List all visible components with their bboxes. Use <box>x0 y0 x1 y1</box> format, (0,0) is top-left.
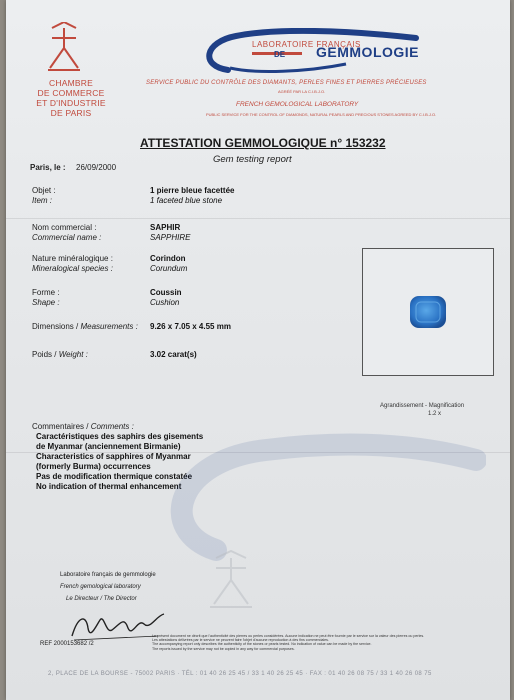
field-value-en: SAPPHIRE <box>150 233 191 242</box>
ref-value: 2000153682 /2 <box>53 641 94 647</box>
field-value-fr: 1 pierre bleue facettée <box>150 186 235 195</box>
field-value-en: 1 faceted blue stone <box>150 196 223 205</box>
dimensions-label-en: Measurements : <box>80 322 138 331</box>
field-label-en: Shape : <box>32 298 60 307</box>
fold-line <box>6 218 510 219</box>
dimensions-label-fr: Dimensions <box>32 322 74 331</box>
certificate-sheet <box>6 0 510 700</box>
cci-line: DE PARIS <box>50 108 92 118</box>
field-value-fr: SAPHIR <box>150 223 181 232</box>
field-value-en: Cushion <box>150 298 180 307</box>
disclaimer-text <box>152 634 482 651</box>
magnification-value: 1.2 x <box>428 411 442 417</box>
field-value-fr: Coussin <box>150 288 182 297</box>
signature-lab-name: Laboratoire français de gemmologie <box>60 572 156 578</box>
page-title <box>140 136 386 150</box>
cci-line: DE COMMERCE <box>37 88 105 98</box>
lfg-name-line2: DE <box>274 50 286 59</box>
comment-line: de Myanmar (anciennement Birmanie) <box>36 442 181 451</box>
lfg-name-big: GEMMOLOGIE <box>316 44 419 60</box>
field-value-fr: Corindon <box>150 254 186 263</box>
dimensions-label: Dimensions / Measurements : <box>32 322 138 331</box>
date-value: 26/09/2000 <box>76 163 117 172</box>
service-subline: AGRÉÉ PAR LA C.I.B.J.O. <box>278 89 326 94</box>
english-lab-name: FRENCH GEMOLOGICAL LABORATORY <box>236 101 359 108</box>
ref-label: REF <box>40 641 52 647</box>
title-text: ATTESTATION GEMMOLOGIQUE n° <box>140 136 343 150</box>
field-label-fr: Objet : <box>32 186 56 195</box>
page-subtitle: Gem testing report <box>213 154 292 165</box>
field-label-fr: Nature minéralogique : <box>32 254 113 263</box>
weight-label-fr: Poids <box>32 350 53 359</box>
disclaimer-line: The reports issued by the service may not be copied in any way for commercial purposes. <box>152 646 295 651</box>
cci-line: ET D'INDUSTRIE <box>36 98 106 108</box>
field-value-en: Corundum <box>150 264 188 273</box>
comment-line: (formerly Burma) occurrences <box>36 462 151 471</box>
comments-label-en: Comments : <box>90 422 134 431</box>
magnification-label: Agrandissement - Magnification <box>380 403 465 409</box>
sapphire-photo <box>408 294 448 330</box>
weight-value: 3.02 carat(s) <box>150 350 197 359</box>
comment-line: Caractéristiques des saphirs des gisements <box>36 432 204 441</box>
cci-name <box>26 78 116 118</box>
gem-photo-frame <box>362 248 494 376</box>
service-line: SERVICE PUBLIC DU CONTRÔLE DES DIAMANTS, PERLES FINES ET PIERRES PRÉCIEUSES <box>146 80 427 86</box>
disclaimer-line: Les attestations délivrées par le service ne peuvent faire l'objet d'aucune reproduction à des fins commerciales. <box>152 638 329 643</box>
embossed-seal <box>206 550 256 610</box>
date-label: Paris, le : <box>30 163 66 172</box>
cci-logo <box>44 22 84 74</box>
weight-label-en: Weight : <box>58 350 88 359</box>
comments-label: Commentaires / Comments : <box>32 422 134 431</box>
english-service-line: PUBLIC SERVICE FOR THE CONTROL OF DIAMONDS, NATURAL PEARLS AND PRECIOUS STONES AGREED BY C.I.B.J.O. <box>206 112 437 117</box>
field-label-fr: Forme : <box>32 288 60 297</box>
field-label-en: Commercial name : <box>32 233 102 242</box>
disclaimer-line: Le présent document ne décrit que l'authenticité des pierres ou perles considérées. Aucune indication ne peut être fournie par le service sur la valeur des pierres ou perles. <box>152 634 425 638</box>
signature-role: Le Directeur / The Director <box>66 596 137 602</box>
comments-label-fr: Commentaires <box>32 422 85 431</box>
certificate-number: 153232 <box>345 136 386 150</box>
field-label-en: Mineralogical species : <box>32 264 113 273</box>
comment-line: No indication of thermal enhancement <box>36 482 182 491</box>
dimensions-value: 9.26 x 7.05 x 4.55 mm <box>150 322 231 331</box>
weight-label: Poids / Weight : <box>32 350 88 359</box>
disclaimer-line: The accompanying report only describes the authenticity of the stones or pearls tested. No indication of value can be made by the service. <box>152 642 372 647</box>
reference-number <box>40 641 94 647</box>
signature-lab-name-en: French gemological laboratory <box>60 584 141 590</box>
comment-line: Characteristics of sapphires of Myanmar <box>36 452 191 461</box>
address-line: 2, PLACE DE LA BOURSE - 75002 PARIS · TÉL : 01 40 26 25 45 / 33 1 40 26 25 45 · FAX : 01 40 26 08 75 / 33 1 40 26 08 75 <box>48 671 432 677</box>
lfg-name-line1: LABORATOIRE FRANÇAIS <box>252 40 361 49</box>
cci-line: CHAMBRE <box>49 78 93 88</box>
field-label-fr: Nom commercial : <box>32 223 97 232</box>
field-label-en: Item : <box>32 196 53 205</box>
comment-line: Pas de modification thermique constatée <box>36 472 193 481</box>
